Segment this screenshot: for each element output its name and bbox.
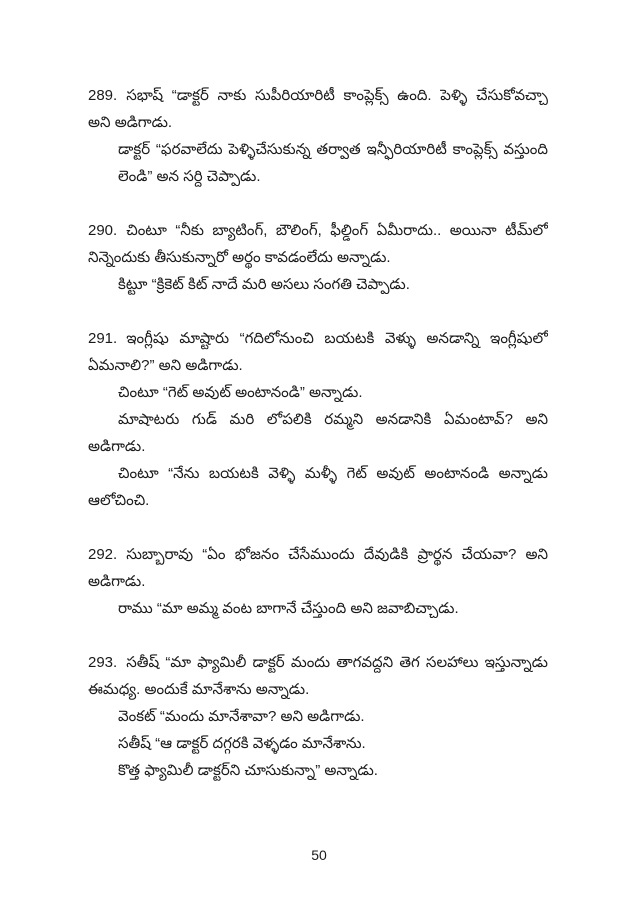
- paragraph: [88, 433, 548, 460]
- paragraph: [88, 757, 548, 784]
- paragraph: [88, 487, 548, 514]
- paragraph: [88, 460, 548, 487]
- entry-number: 291.: [88, 330, 118, 347]
- text-line: [88, 217, 548, 244]
- text-line: [88, 325, 548, 352]
- paragraph: [88, 271, 548, 298]
- joke-entry: [88, 217, 548, 298]
- text-line: అడిగాడు.: [88, 438, 146, 455]
- joke-entry: [88, 325, 548, 514]
- entry-number: 292.: [88, 546, 118, 563]
- text-line: [88, 82, 548, 109]
- paragraph: [88, 649, 548, 703]
- line-text: చింటూ “నీకు బ్యాటింగ్, బౌలింగ్, ఫీల్డింగ్ ఏమీరాదు.. అయినా టీమ్‌లో: [126, 222, 548, 239]
- text-line: కిట్టూ “క్రికెట్ కిట్ నాదే మరి అసలు సంగతి చెప్పాడు.: [118, 276, 410, 293]
- text-line: నిన్నెందుకు తీసుకున్నారో అర్థం కావడంలేదు అన్నాడు.: [88, 249, 391, 266]
- page-number: 50: [311, 847, 327, 863]
- text-line: లెండి” అన సర్ది చెప్పాడు.: [118, 168, 261, 185]
- paragraph: [88, 595, 548, 622]
- paragraph: [88, 406, 548, 433]
- line-text: సుబ్బారావు “ఏం భోజనం చేసేముందు దేవుడికి ప్రార్థన చేయవా? అని: [126, 546, 548, 563]
- line-text: సతీష్ “మా ఫ్యామిలీ డాక్టర్ మందు తాగవద్దని తెగ సలహాలు ఇస్తున్నాడు: [126, 654, 548, 671]
- paragraph: [88, 82, 548, 136]
- paragraph: [88, 217, 548, 271]
- text-line: రాము “మా అమ్మ వంట బాగానే చేస్తుంది అని జవాబిచ్చాడు.: [118, 600, 459, 617]
- entry-number: 290.: [88, 222, 118, 239]
- paragraph: [88, 730, 548, 757]
- entry-number: 293.: [88, 654, 118, 671]
- text-line: కొత్త ఫ్యామిలీ డాక్టర్‌ని చూసుకున్నా” అన్నాడు.: [118, 762, 378, 779]
- line-text: ఇంగ్లీషు మాష్టారు “గదిలోనుంచి బయటకి వెళ్ళు అనడాన్ని ఇంగ్లీషులో: [126, 330, 548, 347]
- paragraph: [88, 379, 548, 406]
- paragraph: [88, 136, 548, 190]
- paragraph: [88, 541, 548, 595]
- text-line: చింటూ “నేను బయటకి వెళ్ళి మళ్ళీ గెట్ అవుట్ అంటానండి అన్నాడు: [118, 465, 548, 482]
- paragraph: [88, 703, 548, 730]
- entry-number: 289.: [88, 87, 118, 104]
- text-line: డాక్టర్ “ఫరవాలేదు పెళ్ళిచేసుకున్న తర్వాత ఇన్ఫీరియారిటీ కాంప్లెక్స్ వస్తుంది: [118, 141, 548, 158]
- text-line: ఆలోచించి.: [88, 492, 150, 509]
- text-line: [88, 541, 548, 568]
- joke-entry: [88, 82, 548, 190]
- text-line: చింటూ “గెట్ అవుట్ అంటానండి” అన్నాడు.: [118, 384, 363, 401]
- joke-entry: [88, 649, 548, 784]
- text-line: ఈమధ్య. అందుకే మానేశాను అన్నాడు.: [88, 681, 310, 698]
- paragraph: [88, 325, 548, 379]
- text-line: మాషాటరు గుడ్ మరి లోపలికి రమ్మని అనడానికి ఏమంటావ్? అని: [118, 411, 548, 428]
- text-line: సతీష్ “ఆ డాక్టర్ దగ్గరకి వెళ్ళడం మానేశాను.: [118, 735, 366, 752]
- text-line: అడిగాడు.: [88, 573, 146, 590]
- text-line: వెంకట్ “మందు మానేశావా? అని అడిగాడు.: [118, 708, 365, 725]
- joke-entry: [88, 541, 548, 622]
- book-page: [88, 82, 548, 811]
- text-line: ఏమనాలి?” అని అడిగాడు.: [88, 357, 243, 374]
- text-line: అని అడిగాడు.: [88, 114, 173, 131]
- text-line: [88, 649, 548, 676]
- line-text: సభాష్ “డాక్టర్ నాకు సుపీరియారిటీ కాంప్లెక్స్ ఉంది. పెళ్ళి చేసుకోవచ్చా: [126, 87, 548, 104]
